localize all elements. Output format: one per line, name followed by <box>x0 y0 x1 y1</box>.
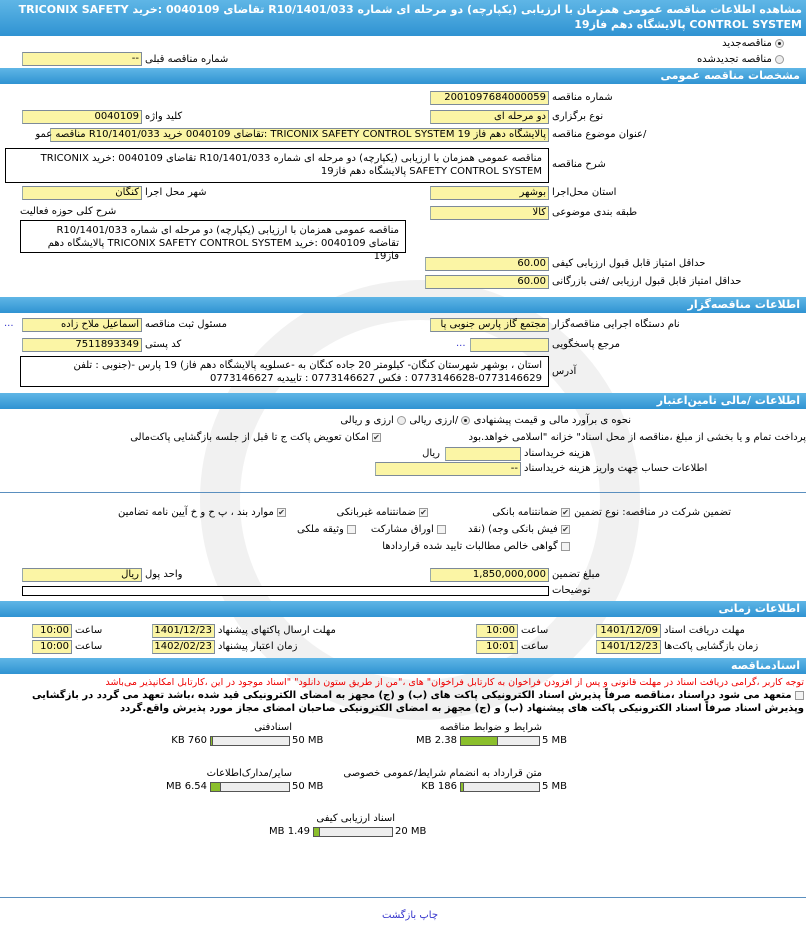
label: /عنوان موضوع مناقصه <box>552 129 647 140</box>
label: امکان تعویض پاکت ج تا قبل از جلسه بازگشایی پاکت‌مالی <box>130 432 369 443</box>
label: کد پستی <box>145 339 182 350</box>
province-input[interactable]: بوشهر <box>430 186 549 200</box>
radio-label: مناقصه تجدیدشده <box>697 54 772 65</box>
label: ساعت <box>75 641 103 652</box>
label: تضمین شرکت در مناقصه: نوع تضمین <box>574 507 731 518</box>
open-date[interactable]: 1401/12/23 <box>596 640 661 654</box>
estimate-row <box>409 415 631 426</box>
fx-row <box>340 415 406 426</box>
g-cash <box>468 524 570 535</box>
notes-box <box>22 586 549 596</box>
notice-text: توجه کاربر ،گرامی دریافت اسناد در مهلت قانونی و پس از افزودن فراخوان به کارتابل فراخوان" های ،"من از طریق ستون دانلود" "اسناد موجود در این ،کارتابل امکانپذیر می‌باشد <box>105 677 804 688</box>
valid-time[interactable]: 10:00 <box>32 640 72 654</box>
activity-box: مناقصه عمومی همزمان با ارزیابی (یکپارچه) دو مرحله ای شماره R10/1401/033 تقاضای 0040109 :خرید TRICONIX SAFETY CONTROL SYSTEM پالایشگاه دهم فاز19 <box>20 220 406 253</box>
label: واحد پول <box>145 569 183 580</box>
label: طبقه بندی موضوعی <box>552 207 638 218</box>
doc-progress-fill <box>211 737 213 745</box>
print-link[interactable]: چاپ <box>419 910 439 921</box>
label: حداقل امتیاز قابل قبول ارزیابی /فنی بازرگانی <box>552 276 742 287</box>
radio-renewed[interactable] <box>697 54 784 65</box>
section-docs: اسنادمناقصه <box>0 658 806 674</box>
doc-cost-input[interactable] <box>445 447 521 461</box>
doc-size: 2.38 MB <box>416 735 457 746</box>
g-nonbank <box>336 507 428 518</box>
doc-name[interactable]: شرایط و ضوابط مناقصه <box>439 722 542 733</box>
label: توضیحات <box>552 585 591 596</box>
doc-max: 5 MB <box>542 781 568 792</box>
label: مهلت دریافت اسناد <box>664 625 745 636</box>
doc-size: 760 KB <box>171 735 207 746</box>
radio-rial[interactable] <box>461 416 470 425</box>
label: کلید واژه <box>145 111 183 122</box>
label: گواهی خالص مطالبات تایید شده قراردادها <box>382 541 558 552</box>
account-input[interactable]: -- <box>375 462 521 476</box>
checkbox[interactable]: ✔ <box>420 507 427 517</box>
checkbox[interactable] <box>561 542 570 551</box>
label: استان محل‌اجرا <box>552 187 617 198</box>
amount-input[interactable]: 1,850,000,000 <box>430 568 549 582</box>
min-tech-input[interactable]: 60.00 <box>425 275 549 289</box>
label: آدرس <box>552 366 577 377</box>
divider <box>0 897 806 898</box>
label: زمان بازگشایی پاکت‌ها <box>664 641 759 652</box>
responsible-input[interactable]: اسماعیل ملاح زاده <box>22 318 142 332</box>
send-date[interactable]: 1401/12/23 <box>152 624 215 638</box>
doc-name[interactable]: سایر/مدارک‌اطلاعات <box>206 768 292 779</box>
checkbox[interactable] <box>437 525 446 534</box>
reference-input[interactable] <box>470 338 549 352</box>
doc-progress <box>460 736 540 746</box>
doc-progress <box>460 782 540 792</box>
label: /ارزی ریالی <box>409 415 459 426</box>
label: ساعت <box>521 625 549 636</box>
reference-more-button[interactable]: ... <box>456 338 466 349</box>
checkbox[interactable]: ✔ <box>562 507 569 517</box>
doc-progress <box>210 736 290 746</box>
page-title-bar <box>0 0 806 36</box>
label: ضمانتنامه غیربانکی <box>336 507 416 518</box>
prev-number-input[interactable]: -- <box>22 52 142 66</box>
tender-number-input[interactable]: 2001097684000059 <box>430 91 549 105</box>
min-quality-input[interactable]: 60.00 <box>425 257 549 271</box>
section-timing: اطلاعات زمانی <box>0 601 806 617</box>
label: ضمانتنامه بانکی <box>492 507 558 518</box>
open-time[interactable]: 10:01 <box>476 640 518 654</box>
commit-text: متعهد می شود دراسناد ،مناقصه صرفاً پذیرش اسناد الکترونیکی پاکت های (ب) و (ج) مجهز به امضای الکترونیکی قید شده ،باشد تعهد می گردد در بازگشایی وپذیرش اسناد صرفاً اسناد الکترونیکی پاکت های پیشنهاد (ب) و (ج) مجهز به امضای الکترونیکی صاحبان امضای مجاز مورد پذیرش واقع.گردد <box>31 690 804 714</box>
label: شرح کلی حوزه فعالیت <box>20 206 117 217</box>
address-box: استان ، بوشهر شهرستان کنگان- کیلومتر 20 جاده کنگان به -عسلویه پالایشگاه دهم فاز) 19 پارس -(جنوبی : تلفن 0773146629-0773146628 : فکس 0773146627 : تاییدیه 0773146627 <box>20 356 549 387</box>
radio-label: مناقصه‌جدید <box>722 38 772 49</box>
valid-date[interactable]: 1402/02/23 <box>152 640 215 654</box>
label: ریال <box>422 448 440 459</box>
checkbox[interactable]: ✔ <box>562 524 569 534</box>
section-organizer: اطلاعات مناقصه‌گزار <box>0 297 806 313</box>
page-title: مشاهده اطلاعات مناقصه عمومی همزمان با ارزیابی (یکپارچه) دو مرحله ای شماره R10/1401/033 تقاضای 0040109 :خرید TRICONIX SAFETY CONTROL SYSTEM پالایشگاه دهم فاز19 <box>18 3 802 31</box>
city-input[interactable]: کنگان <box>22 186 142 200</box>
label: فیش بانکی وجه) (نقد <box>467 524 558 535</box>
label: حداقل امتیاز قابل قبول ارزیابی کیفی <box>552 258 706 269</box>
back-link[interactable]: بازگشت <box>382 910 417 921</box>
keyword-input[interactable]: 0040109 <box>22 110 142 124</box>
doc-max: 20 MB <box>395 826 427 837</box>
receive-time[interactable]: 10:00 <box>476 624 518 638</box>
label: ساعت <box>521 641 549 652</box>
prev-number-label: شماره مناقصه قبلی <box>145 54 229 65</box>
label: اوراق مشارکت <box>370 524 434 535</box>
doc-progress-fill <box>461 737 498 745</box>
label: زمان اعتبار پیشنهاد <box>218 641 298 652</box>
label: ساعت <box>75 625 103 636</box>
postal-input[interactable]: 7511893349 <box>22 338 142 352</box>
label: اطلاعات حساب جهت واریز هزینه خریداسناد <box>524 463 708 474</box>
label: شرح مناقصه <box>552 159 606 170</box>
send-time[interactable]: 10:00 <box>32 624 72 638</box>
label: شهر محل اجرا <box>145 187 207 198</box>
g-property <box>297 524 356 535</box>
org-input[interactable]: مجتمع گاز پارس جنوبی پا <box>430 318 549 332</box>
g-bank <box>492 507 570 518</box>
doc-max: 50 MB <box>292 735 324 746</box>
label: مبلغ تضمین <box>552 569 601 580</box>
currency-input[interactable]: ریال <box>22 568 142 582</box>
commit-row <box>0 689 806 715</box>
label: هزینه خریداسناد <box>524 448 591 459</box>
radio-fx[interactable] <box>397 416 406 425</box>
label: نوع برگزاری <box>552 111 604 122</box>
section-general: مشخصات مناقصه عمومی <box>0 68 806 84</box>
category-input[interactable]: کالا <box>430 206 549 220</box>
label: ارزی و ریالی <box>340 415 394 426</box>
radio-icon[interactable] <box>775 39 784 48</box>
kind-input[interactable]: دو مرحله ای <box>430 110 549 124</box>
doc-size: 186 KB <box>421 781 457 792</box>
swap-row <box>130 432 381 443</box>
label: مسئول ثبت مناقصه <box>145 319 227 330</box>
doc-progress-fill <box>461 783 464 791</box>
g-items <box>118 507 286 518</box>
label: نحوه ی برآورد مالی و قیمت پیشنهادی <box>473 415 631 426</box>
doc-size: 1.49 MB <box>269 826 310 837</box>
checkbox[interactable]: ✔ <box>373 432 380 442</box>
label: وثیقه ملکی <box>297 524 344 535</box>
more-button[interactable]: ... <box>4 318 14 329</box>
label: نام دستگاه اجرایی مناقصه‌گزار <box>552 319 680 330</box>
g-bonds <box>371 524 446 535</box>
section-finance: اطلاعات /مالی تامین‌اعتبار <box>0 393 806 409</box>
doc-max: 5 MB <box>542 735 568 746</box>
label: شماره مناقصه <box>552 92 613 103</box>
doc-size: 6.54 MB <box>166 781 207 792</box>
divider <box>0 492 806 493</box>
doc-progress <box>313 827 393 837</box>
checkbox[interactable]: ✔ <box>278 507 285 517</box>
checkbox[interactable] <box>795 691 804 700</box>
radio-icon[interactable] <box>775 55 784 64</box>
label: موارد بند ، پ ح و خ آیین نامه تضامین <box>117 507 274 518</box>
subject-input[interactable]: پالایشگاه دهم فاز 19 TRICONIX SAFETY CONTROL SYSTEM :تقاضای 0040109 خرید R10/1401/033 مناقصه عمو <box>50 128 549 142</box>
receive-date[interactable]: 1401/12/09 <box>596 624 661 638</box>
footer-links <box>382 910 438 921</box>
doc-name[interactable]: متن قرارداد به انضمام شرایط/عمومی خصوصی <box>343 768 542 779</box>
doc-name[interactable]: اسنادفنی <box>254 722 292 733</box>
label: مهلت ارسال پاکتهای پیشنهاد <box>218 625 336 636</box>
doc-progress-fill <box>211 783 221 791</box>
label: مرجع پاسخگویی <box>552 339 621 350</box>
doc-name[interactable]: اسناد ارزیابی کیفی <box>316 813 395 824</box>
doc-max: 50 MB <box>292 781 324 792</box>
radio-new[interactable] <box>722 38 784 49</box>
doc-progress-fill <box>314 828 320 836</box>
doc-progress <box>210 782 290 792</box>
treasury-text: پرداخت تمام و یا بخشی از مبلغ ،مناقصه از محل اسناد" خزانه "اسلامی خواهد.بود <box>468 432 806 443</box>
checkbox[interactable] <box>347 525 356 534</box>
description-box: مناقصه عمومی همزمان با ارزیابی (یکپارچه) دو مرحله ای شماره R10/1401/033 تقاضای 0040109 :خرید TRICONIX SAFETY CONTROL SYSTEM پالایشگاه دهم فاز19 <box>5 148 549 183</box>
g-claims <box>382 541 570 552</box>
